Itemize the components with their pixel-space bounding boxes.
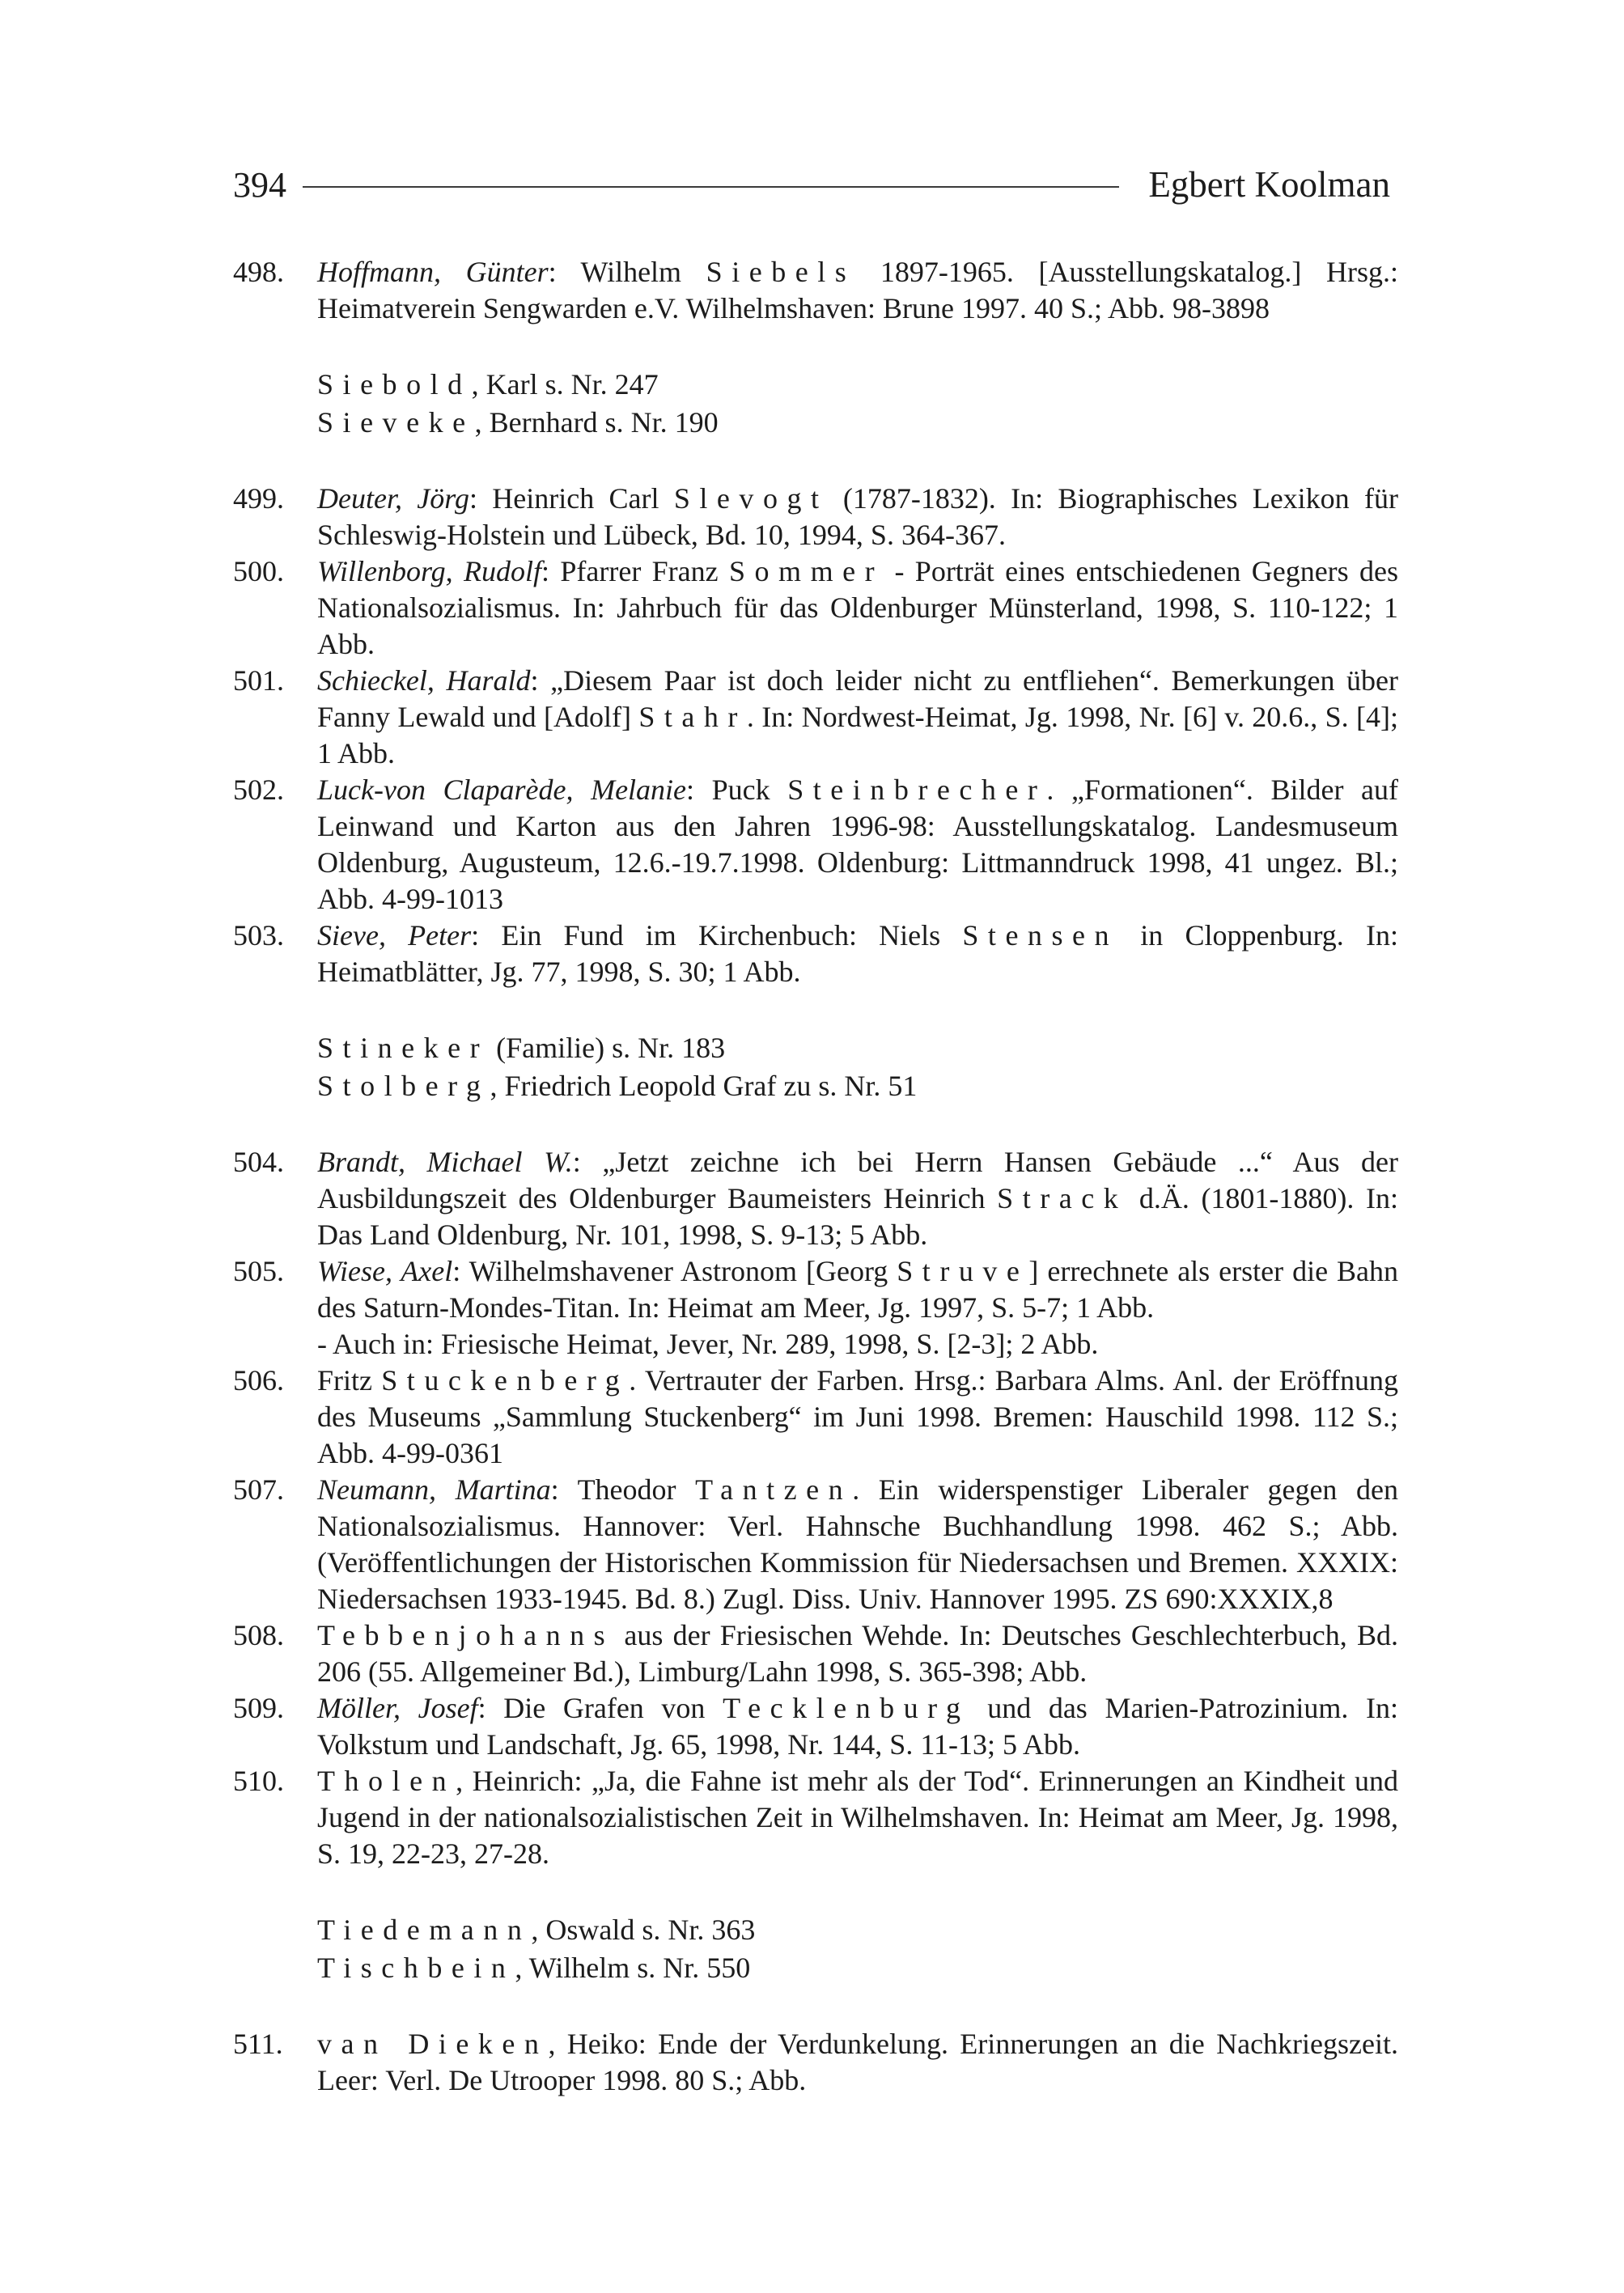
entry-text: Sieve, Peter: Ein Fund im Kirchenbuch: Niels Stensen in Cloppenburg. In: Heimatblätter, Jg. 77, 1998, S. 30; 1 Abb. [317, 919, 1398, 988]
entry-509 [233, 1690, 1398, 1763]
entry-501 [233, 663, 1398, 772]
entry-number: 511. [233, 2028, 283, 2060]
entry-author: Sieve, Peter [317, 919, 472, 952]
entry-author: Möller, Josef [317, 1692, 478, 1724]
entry-504 [233, 1144, 1398, 1253]
spaced-name: Siebels [706, 256, 856, 288]
spaced-name: Stensen [962, 919, 1119, 952]
spaced-name: Stuckenberg [381, 1364, 630, 1397]
entry-text: Deuter, Jörg: Heinrich Carl Slevogt (1787-1832). In: Biographisches Lexikon für Schleswig-Holstein und Lübeck, Bd. 10, 1994, S. 364-367. [317, 482, 1398, 551]
spaced-name: Siebold [317, 368, 472, 401]
entry-number: 507. [233, 1473, 284, 1506]
entry-text: Tholen, Heinrich: „Ja, die Fahne ist mehr als der Tod“. Erinnerungen an Kindheit und Jugend in der nationalsozialistischen Zeit in Wilhelmshaven. In: Heimat am Meer, Jg. 1998, S. 19, 22-23, 27-28. [317, 1765, 1398, 1870]
bibliography-list [233, 254, 1398, 2099]
entry-text: Neumann, Martina: Theodor Tantzen. Ein widerspenstiger Liberaler gegen den Nationalsozialismus. Hannover: Verl. Hahnsche Buchhandlung 1998. 462 S.; Abb. (Veröffentlichungen der Historischen Kommission für Niedersachsen und Bremen. XXXIX: Niedersachsen 1933-1945. Bd. 8.) Zugl. Diss. Univ. Hannover 1995. ZS 690:XXXIX,8 [317, 1473, 1398, 1615]
entry-507 [233, 1472, 1398, 1617]
entry-text: Willenborg, Rudolf: Pfarrer Franz Sommer - Porträt eines entschiedenen Gegners des Nationalsozialismus. In: Jahrbuch für das Oldenburger Münsterland, 1998, S. 110-122; 1 Abb. [317, 555, 1399, 660]
spaced-name: Steinbrecher [787, 774, 1047, 806]
entry-author: Willenborg, Rudolf [317, 555, 542, 587]
cross-reference: Sieveke, Bernhard s. Nr. 190 [317, 406, 719, 439]
cross-reference: Stolberg, Friedrich Leopold Graf zu s. Nr. 51 [317, 1070, 918, 1102]
entry-text: Fritz Stuckenberg. Vertrauter der Farben. Hrsg.: Barbara Alms. Anl. der Eröffnung des Museums „Sammlung Stuckenberg“ im Juni 1998. Bremen: Hauschild 1998. 112 S.; Abb. 4-99-0361 [317, 1364, 1398, 1469]
entry-511 [233, 2026, 1398, 2099]
entry-508 [233, 1617, 1398, 1690]
entry-number: 504. [233, 1146, 284, 1178]
entry-502 [233, 772, 1398, 918]
entry-author: Brandt, Michael W. [317, 1146, 573, 1178]
entry-author: Schieckel, Harald [317, 664, 531, 697]
spaced-name: van Dieken [317, 2028, 549, 2060]
entry-number: 500. [233, 555, 284, 587]
spaced-name: Struve [897, 1255, 1029, 1287]
cross-reference: Tiedemann, Oswald s. Nr. 363 [317, 1914, 756, 1946]
entry-number: 498. [233, 256, 284, 288]
entry-498 [233, 254, 1398, 327]
cross-reference: Siebold, Karl s. Nr. 247 [317, 368, 659, 401]
entry-number: 499. [233, 482, 284, 515]
spaced-name: Tecklenburg [723, 1692, 970, 1724]
entry-number: 510. [233, 1765, 284, 1797]
entry-506 [233, 1363, 1398, 1472]
entry-author: Hoffmann, Günter [317, 256, 549, 288]
entry-510 [233, 1763, 1398, 1872]
spaced-name: Tischbein [317, 1952, 515, 1984]
entry-author: Luck-von Claparède, Melanie [317, 774, 687, 806]
entry-text: Wiese, Axel: Wilhelmshavener Astronom [Georg Struve] errechnete als erster die Bahn des Saturn-Mondes-Titan. In: Heimat am Meer, Jg. 1997, S. 5-7; 1 Abb. [317, 1255, 1399, 1324]
entry-author: Neumann, Martina [317, 1473, 551, 1506]
cross-reference: Tischbein, Wilhelm s. Nr. 550 [317, 1952, 751, 1984]
entry-addendum: - Auch in: Friesische Heimat, Jever, Nr. 289, 1998, S. [2-3]; 2 Abb. [317, 1328, 1099, 1360]
cross-reference: Stineker (Familie) s. Nr. 183 [317, 1032, 726, 1064]
header-rule [303, 186, 1119, 188]
entry-499 [233, 481, 1398, 553]
entry-author: Wiese, Axel [317, 1255, 453, 1287]
entry-text: Tebbenjohanns aus der Friesischen Wehde. In: Deutsches Geschlechterbuch, Bd. 206 (55. Allgemeiner Bd.), Limburg/Lahn 1998, S. 365-398; Abb. [317, 1619, 1398, 1688]
entry-number: 508. [233, 1619, 284, 1651]
spaced-name: Tholen [317, 1765, 456, 1797]
entry-number: 503. [233, 919, 284, 952]
entry-number: 506. [233, 1364, 284, 1397]
entry-text: van Dieken, Heiko: Ende der Verdunkelung. Erinnerungen an die Nachkriegszeit. Leer: Verl. De Utrooper 1998. 80 S.; Abb. [317, 2028, 1398, 2096]
entry-text: Schieckel, Harald: „Diesem Paar ist doch leider nicht zu entfliehen“. Bemerkungen über Fanny Lewald und [Adolf] Stahr. In: Nordwest-Heimat, Jg. 1998, Nr. [6] v. 20.6., S. [4]; 1 Abb. [317, 664, 1398, 769]
entry-text: Brandt, Michael W.: „Jetzt zeichne ich bei Herrn Hansen Gebäude ...“ Aus der Ausbildungszeit des Oldenburger Baumeisters Heinrich Strack d.Ä. (1801-1880). In: Das Land Oldenburg, Nr. 101, 1998, S. 9-13; 5 Abb. [317, 1146, 1398, 1251]
entry-author: Deuter, Jörg [317, 482, 469, 515]
spaced-name: Tantzen [695, 1473, 853, 1506]
entry-505 [233, 1253, 1398, 1363]
entry-number: 501. [233, 664, 284, 697]
spaced-name: Tebbenjohanns [317, 1619, 615, 1651]
spaced-name: Tiedemann [317, 1914, 532, 1946]
entry-503 [233, 918, 1398, 990]
entry-text: Luck-von Claparède, Melanie: Puck Steinbrecher. „Formationen“. Bilder auf Leinwand und Karton aus den Jahren 1996-98: Ausstellungskatalog. Landesmuseum Oldenburg, Augusteum, 12.6.-19.7.1998. Oldenburg: Littmanndruck 1998, 41 ungez. Bl.; Abb. 4-99-1013 [317, 774, 1398, 915]
entry-text: Möller, Josef: Die Grafen von Tecklenburg und das Marien-Patrozinium. In: Volkstum und Landschaft, Jg. 65, 1998, Nr. 144, S. 11-13; 5 Abb. [317, 1692, 1399, 1761]
entry-text: Hoffmann, Günter: Wilhelm Siebels 1897-1965. [Ausstellungskatalog.] Hrsg.: Heimatverein Sengwarden e.V. Wilhelmshaven: Brune 1997. 40 S.; Abb. 98-3898 [317, 256, 1399, 324]
entry-500 [233, 553, 1398, 663]
spaced-name: Stolberg [317, 1070, 490, 1102]
spaced-name: Stahr [638, 701, 747, 733]
spaced-name: Sieveke [317, 406, 475, 439]
spaced-name: Slevogt [673, 482, 829, 515]
entry-number: 505. [233, 1255, 284, 1287]
spaced-name: Sommer [728, 555, 884, 587]
spaced-name: Stineker [317, 1032, 490, 1064]
entry-number: 502. [233, 774, 284, 806]
running-head [233, 160, 1390, 209]
running-head-author: Egbert Koolman [1148, 164, 1390, 205]
spaced-name: Strack [997, 1182, 1128, 1214]
entry-number: 509. [233, 1692, 284, 1724]
page-number: 394 [233, 164, 286, 205]
